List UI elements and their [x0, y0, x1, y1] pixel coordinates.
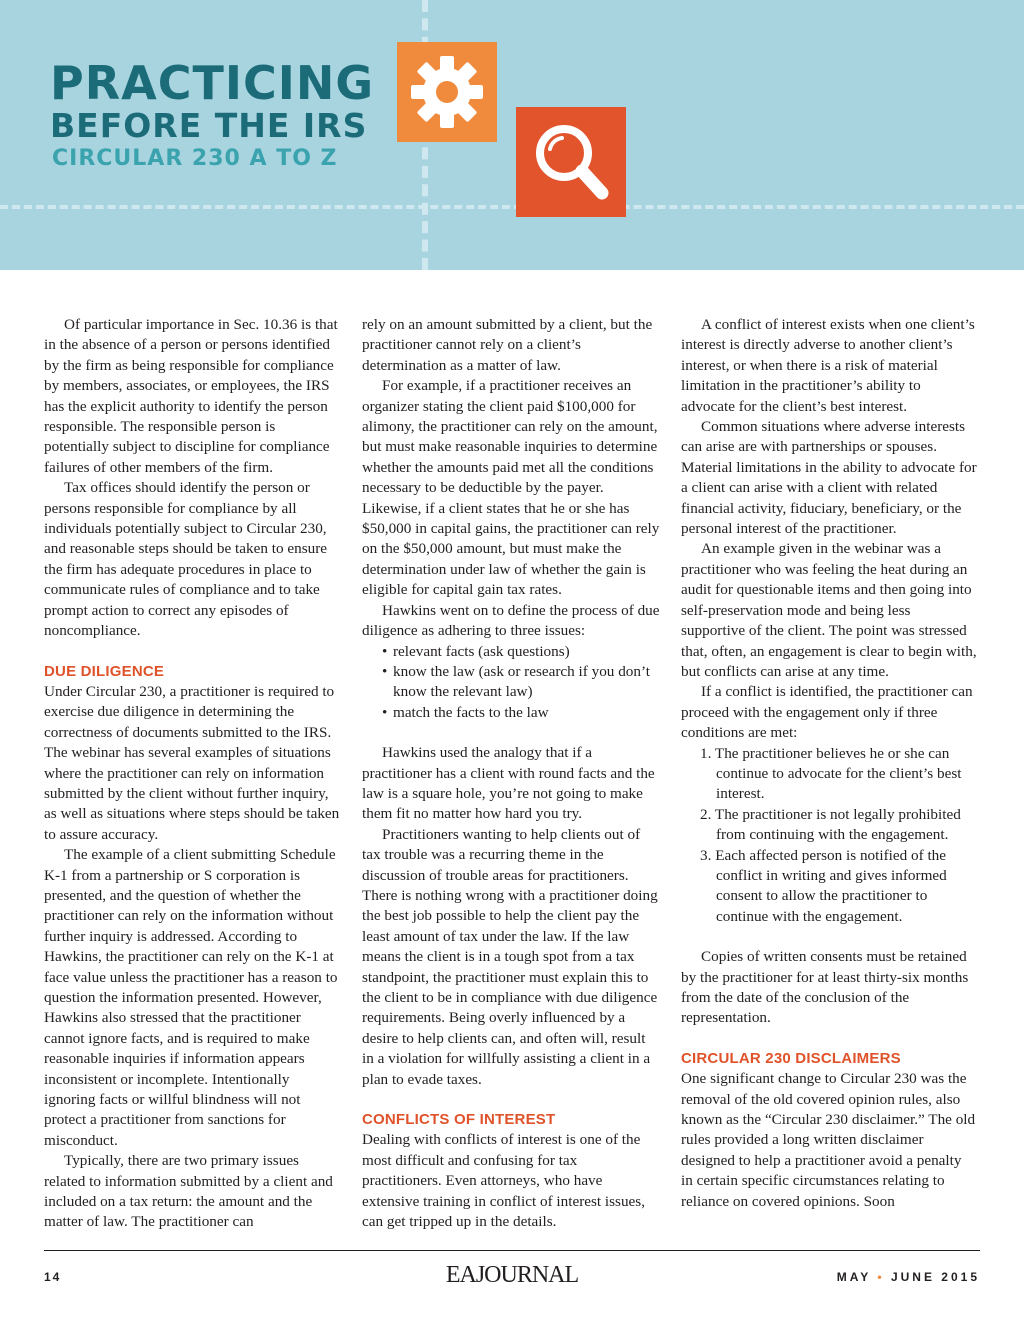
paragraph: rely on an amount submitted by a client, but the practitioner cannot rely on a client’s determination as a matter of law.: [362, 316, 653, 374]
paragraph: Tax offices should identify the person or persons responsible for compliance by all individuals potentially subject to Circular 230, and reasonable steps should be taken to ensure the firm has adequate procedures in place to communicate rules of compliance and to take prompt action to correct any episodes of noncompliance.: [44, 479, 327, 640]
list-item: • match the facts to the law: [362, 703, 660, 723]
paragraph: Typically, there are two primary issues related to information submitted by a client and included on a tax return: the amount and the matter of law. The practitioner can: [44, 1152, 333, 1231]
article-column-1: [44, 315, 342, 1233]
article-column-3: [681, 315, 977, 1212]
spacer: [362, 723, 660, 743]
issue-date: [837, 1270, 980, 1284]
issue-separator: •: [877, 1270, 885, 1284]
masthead-logo: EAJOURNAL: [445, 1262, 579, 1288]
paragraph: Hawkins went on to define the process of due diligence as adhering to three issues:: [362, 601, 660, 640]
article-column-2: [362, 315, 660, 1232]
paragraph: For example, if a practitioner receives an organizer stating the client paid $100,000 for alimony, the practitioner can rely on the amount, but must make reasonable inquiries to determine whether the amounts paid met all the conditions necessary to be deductible by the payer. Likewise, if a client states that he or she has $50,000 in capital gains, the practitioner can rely on the $50,000 amount, but must make the determination under law of whether the gain is eligible for capital gain tax rates.: [362, 377, 660, 599]
issue-month-2: JUNE 2015: [890, 1270, 980, 1284]
paragraph: Of particular importance in Sec. 10.36 is that in the absence of a person or persons identified by the firm as being responsible for compliance by members, associates, or employees, the IRS has the explicit authority to identify the person responsible. The responsible person is potentially subject to discipline for compliance failures of other members of the firm.: [44, 316, 338, 476]
list-item: 3. Each affected person is notified of the conflict in writing and gives informed consent to allow the practitioner to continue with the engagement.: [700, 846, 947, 925]
title-line-3: CIRCULAR 230 A TO Z: [52, 146, 338, 171]
list-item: • know the law (ask or research if you don’t know the relevant law): [362, 662, 660, 703]
list-item: • relevant facts (ask questions): [362, 642, 660, 662]
conditions-numbered-list: [681, 744, 977, 928]
paragraph: One significant change to Circular 230 was the removal of the old covered opinion rules, also known as the “Circular 230 disclaimer.” The old rules provided a long written disclaimer designed to help a practitioner avoid a penalty in certain specific circumstances relating to reliance on covered opinions. Soon: [681, 1070, 976, 1210]
section-heading-circular-230-disclaimers: CIRCULAR 230 DISCLAIMERS: [681, 1049, 901, 1067]
title-line-2: BEFORE THE IRS: [50, 106, 368, 145]
spacer: [681, 927, 977, 947]
paragraph: The example of a client submitting Schedule K-1 from a partnership or S corporation is presented, and the question of whether the practitioner can rely on the information without further inquiry is addressed. According to Hawkins, the practitioner can rely on the K-1 at face value unless the practitioner has a reason to question the information presented. However, Hawkins also stressed that the practitioner cannot ignore facts, and is required to make reasonable inquiries if information appears inconsistent or incomplete. Intentionally ignoring facts or willful blindness will not protect a practitioner from sanctions for misconduct.: [44, 846, 338, 1149]
page-number: 14: [44, 1270, 62, 1284]
paragraph: Dealing with conflicts of interest is one of the most difficult and confusing for tax practitioners. Even attorneys, who have extensive training in conflict of interest issues, can get tripped up in the details.: [362, 1131, 646, 1231]
list-item: 1. The practitioner believes he or she can continue to advocate for the client’s best interest.: [700, 744, 962, 803]
section-heading-due-diligence: DUE DILIGENCE: [44, 662, 165, 680]
header-banner: [0, 0, 1024, 270]
magnifier-icon: [516, 107, 626, 217]
paragraph: Copies of written consents must be retained by the practitioner for at least thirty-six months from the date of the conclusion of the representation.: [681, 948, 969, 1027]
due-diligence-bullet-list: [362, 642, 660, 724]
footer-rule: [44, 1250, 980, 1251]
paragraph: Common situations where adverse interests can arise are with partnerships or spouses. Material limitations in the ability to advocate for a client can arise with a client with related financial activity, fiduciary, beneficiary, or the personal interest of the practitioner.: [681, 418, 977, 538]
section-heading-conflicts-of-interest: CONFLICTS OF INTEREST: [362, 1111, 556, 1129]
paragraph: Under Circular 230, a practitioner is required to exercise due diligence in determining the correctness of documents submitted to the IRS. The webinar has several examples of situations where the practitioner can rely on information submitted by the client without further inquiry, as well as situations where steps should be taken to assure accuracy.: [44, 682, 340, 843]
paragraph: A conflict of interest exists when one client’s interest is directly adverse to another client’s interest, or when there is a risk of material limitation in the practitioner’s ability to advocate for the client’s best interest.: [681, 316, 975, 415]
list-item: 2. The practitioner is not legally prohibited from continuing with the engagement.: [700, 805, 961, 844]
paragraph: If a conflict is identified, the practitioner can proceed with the engagement only if three conditions are met:: [681, 683, 973, 742]
paragraph: An example given in the webinar was a practitioner who was feeling the heat during an audit for questionable items and then going into self-preservation mode and being less supportive of the client. The point was stressed that, often, an engagement is clear to begin with, but conflicts can arise at any time.: [681, 540, 977, 680]
gear-icon: [397, 42, 497, 142]
paragraph: Practitioners wanting to help clients out of tax trouble was a recurring theme in the discussion of trouble areas for practitioners. There is nothing wrong with a practitioner doing the best job possible to help the client pay the least amount of tax under the law. If the law means the client is in a tough spot from a tax standpoint, the practitioner must explain this to the client to be in compliance with due diligence requirements. Being overly influenced by a desire to help clients can, and often will, result in a violation for willfully assisting a client in a plan to evade taxes.: [362, 825, 658, 1088]
dashed-guide-horizontal: [0, 205, 1024, 209]
title-line-1: PRACTICING: [50, 56, 375, 110]
paragraph: Hawkins used the analogy that if a practitioner has a client with round facts and the law is a square hole, you’re not going to make them fit no matter how hard you try.: [362, 744, 655, 823]
issue-month-1: MAY: [836, 1270, 872, 1284]
